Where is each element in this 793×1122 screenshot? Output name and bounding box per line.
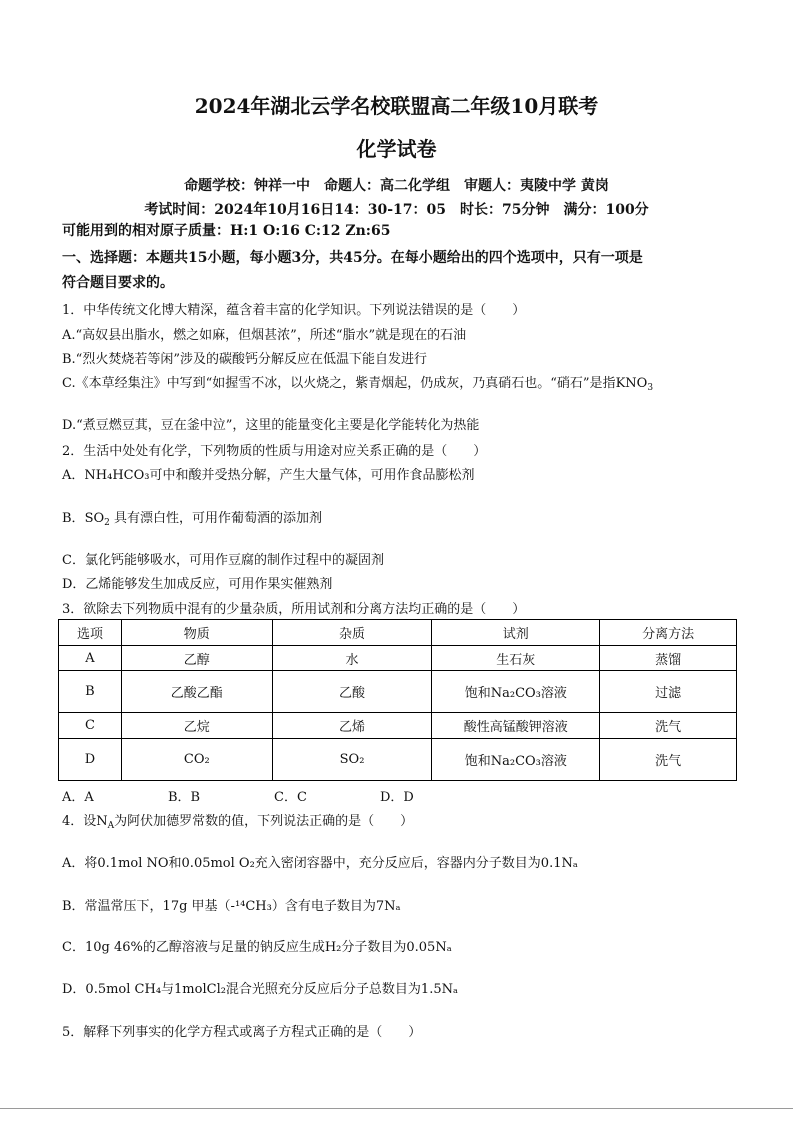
- q3-header-cell: 杂质: [272, 620, 432, 646]
- q3-cell: 洗气: [600, 739, 737, 781]
- q4-stem-na: N: [96, 814, 108, 829]
- q3-cell: SO₂: [272, 739, 432, 781]
- q3-cell: CO₂: [121, 739, 272, 781]
- q3-cell: 乙醇: [121, 646, 272, 671]
- q3-table-header: [59, 620, 737, 646]
- q3-choice: C．C: [274, 790, 307, 805]
- q3-cell: D: [59, 739, 122, 781]
- q1-option-c-formula: KNO: [615, 376, 648, 391]
- q3-cell: 生石灰: [432, 646, 600, 671]
- q1-option-c-text: C.《本草经集注》中写到“如握雪不冰，以火烧之，紫青烟起，仍成灰，乃真硝石也。“硝石”是指: [62, 376, 616, 391]
- q4-stem-pre: 4．设: [62, 814, 97, 829]
- q4-stem-na-sub: A: [107, 821, 115, 831]
- q3-cell: 乙酸乙酯: [121, 671, 272, 713]
- q2-option-b-text: 具有漂白性，可用作葡萄酒的添加剂: [114, 511, 323, 526]
- q3-cell: C: [59, 713, 122, 739]
- q1-option-b: B.“烈火焚烧若等闲”涉及的碳酸钙分解反应在低温下能自发进行: [62, 352, 427, 367]
- q1-option-c-formula-sub: 3: [647, 383, 654, 393]
- q4-option-c: C．10g 46%的乙醇溶液与足量的钠反应生成H₂分子数目为0.05Nₐ: [62, 940, 452, 955]
- page-bottom-rule: [0, 1108, 793, 1109]
- q3-cell: 洗气: [600, 713, 737, 739]
- q5-stem: 5．解释下列事实的化学方程式或离子方程式正确的是（ ）: [62, 1025, 422, 1040]
- q2-option-b-label: B．: [62, 511, 85, 526]
- q3-cell: 水: [272, 646, 432, 671]
- q2-option-c: C．氯化钙能够吸水，可用作豆腐的制作过程中的凝固剂: [62, 553, 384, 568]
- q4-stem-post: 为阿伏加德罗常数的值，下列说法正确的是（ ）: [114, 814, 414, 829]
- q3-choice: A．A: [62, 790, 94, 805]
- q3-choice: B．B: [168, 790, 201, 805]
- q3-cell: B: [59, 671, 122, 713]
- q1-option-a: A.“高奴县出脂水，燃之如麻，但烟甚浓”，所述“脂水”就是现在的石油: [62, 328, 467, 343]
- q3-table-row: [59, 671, 737, 713]
- exam-subtitle: 化学试卷: [356, 137, 437, 161]
- q3-table-row: [59, 713, 737, 739]
- q3-header-cell: 选项: [59, 620, 122, 646]
- q2-option-a-label: A．: [62, 468, 85, 483]
- q3-cell: A: [59, 646, 122, 671]
- q2-option-a-text: 可中和酸并受热分解，产生大量气体，可用作食品膨松剂: [149, 468, 475, 483]
- q4-option-b: B．常温常压下，17g 甲基（-¹⁴CH₃）含有电子数目为7Nₐ: [62, 899, 401, 914]
- q3-cell: 酸性高锰酸钾溶液: [432, 713, 600, 739]
- section-heading: 一、选择题：本题共15小题，每小题3分，共45分。在每小题给出的四个选项中，只有一项是: [62, 250, 643, 266]
- q3-cell: 蒸馏: [600, 646, 737, 671]
- q3-cell: 过滤: [600, 671, 737, 713]
- q3-header-cell: 物质: [121, 620, 272, 646]
- exam-title: 2024年湖北云学名校联盟高二年级10月联考: [194, 94, 599, 118]
- q3-cell: 乙烷: [121, 713, 272, 739]
- q2-option-b: [62, 507, 322, 526]
- q3-stem: 3．欲除去下列物质中混有的少量杂质，所用试剂和分离方法均正确的是（ ）: [62, 602, 526, 617]
- q3-cell: 饱和Na₂CO₃溶液: [432, 671, 600, 713]
- atomic-masses: 可能用到的相对原子质量：H:1 O:16 C:12 Zn:65: [62, 223, 391, 239]
- q3-header-cell: 分离方法: [600, 620, 737, 646]
- q2-option-b-formula-sub: 2: [104, 518, 110, 528]
- q1-stem: 1．中华传统文化博大精深，蕴含着丰富的化学知识。下列说法错误的是（ ）: [62, 303, 526, 318]
- q3-table-row: [59, 739, 737, 781]
- q2-option-d: D．乙烯能够发生加成反应，可用作果实催熟剂: [62, 577, 333, 592]
- q3-cell: 乙酸: [272, 671, 432, 713]
- q3-choice: D．D: [380, 790, 414, 805]
- q3-table: [58, 619, 737, 781]
- q3-table-row: [59, 646, 737, 671]
- q3-cell: 饱和Na₂CO₃溶液: [432, 739, 600, 781]
- q1-option-c: [62, 372, 653, 391]
- q4-stem: [62, 810, 413, 829]
- q3-header-cell: 试剂: [432, 620, 600, 646]
- q2-stem: 2．生活中处处有化学，下列物质的性质与用途对应关系正确的是（ ）: [62, 444, 487, 459]
- q3-choices: [62, 786, 486, 805]
- q4-option-d: D．0.5mol CH₄与1molCl₂混合光照充分反应后分子总数目为1.5Nₐ: [62, 982, 458, 997]
- q2-option-a-formula: NH₄HCO₃: [84, 468, 150, 483]
- section-heading-cont: 符合题目要求的。: [62, 275, 174, 291]
- q2-option-b-formula: SO: [84, 511, 105, 526]
- exam-time-info: 考试时间：2024年10月16日14：30-17：05 时长：75分钟 满分：100分: [144, 202, 649, 218]
- q4-option-a: A．将0.1mol NO和0.05mol O₂充入密闭容器中，充分反应后，容器内分子数目为0.1Nₐ: [62, 856, 578, 871]
- q3-cell: 乙烯: [272, 713, 432, 739]
- q1-option-d: D.“煮豆燃豆萁，豆在釜中泣”，这里的能量变化主要是化学能转化为热能: [62, 418, 480, 433]
- q2-option-a: [62, 464, 474, 483]
- author-info: 命题学校：钟祥一中 命题人：高二化学组 审题人：夷陵中学 黄岗: [184, 178, 609, 194]
